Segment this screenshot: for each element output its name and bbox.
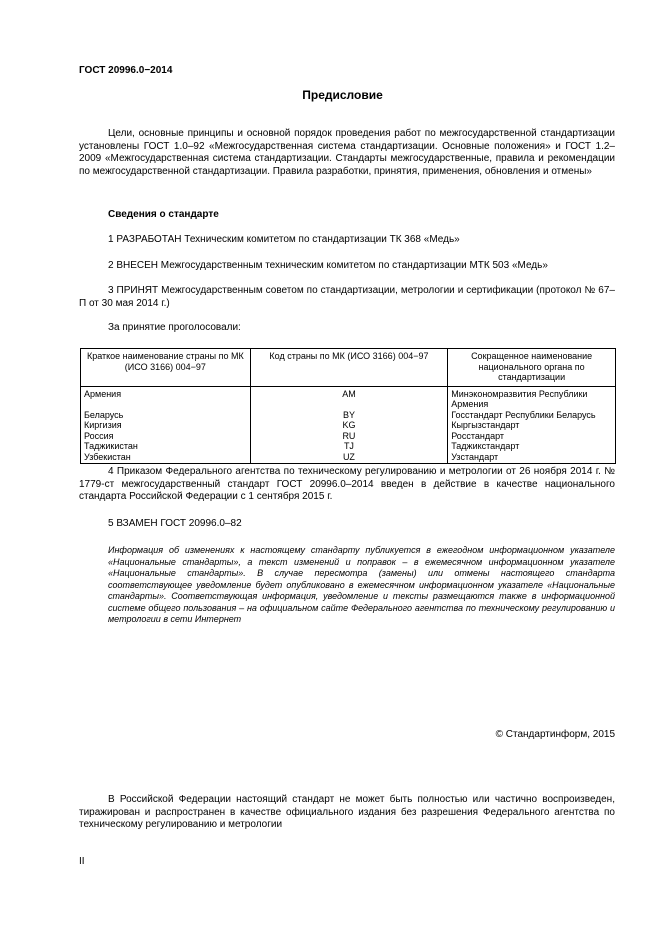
national-body: Кыргызстандарт xyxy=(448,420,616,431)
info-item-2: 2 ВНЕСЕН Межгосударственным техническим комитетом по стандартизации МТК 503 «Медь» xyxy=(108,260,548,271)
header-country-name: Краткое наименование страны по МК (ИСО 3166) 004−97 xyxy=(81,349,251,387)
country-name: Беларусь xyxy=(81,410,251,421)
national-body: Узстандарт xyxy=(448,452,616,464)
country-code: AM xyxy=(250,386,448,410)
national-body: Минэкономразвития Республики Армения xyxy=(448,386,616,410)
info-item-5: 5 ВЗАМЕН ГОСТ 20996.0–82 xyxy=(108,518,242,529)
country-code: UZ xyxy=(250,452,448,464)
info-item-3: 3 ПРИНЯТ Межгосударственным советом по стандартизации, метрологии и сертификации (протокол № 67–П от 30 мая 2014 г.) xyxy=(79,285,615,309)
preface-title: Предисловие xyxy=(302,88,383,102)
info-item-1: 1 РАЗРАБОТАН Техническим комитетом по стандартизации ТК 368 «Медь» xyxy=(108,234,460,245)
page-number: II xyxy=(79,856,85,867)
changes-notice: Информация об изменениях к настоящему стандарту публикуется в ежегодном информационном указателе «Национальные стандарты», а текст изменений и поправок – в ежемесячном информационном указателе «Национальные стандарты». В случае пересмотра (замены) или отмены настоящего стандарта соответствующее уведомление будет опубликовано в ежемесячном информационном указателе «Национальные стандарты». Соответствующая информация, уведомление и тексты размещаются также в информационной системе общего пользования – на официальном сайте Федерального агентства по техническому регулированию и метрологии в сети Интернет xyxy=(108,545,615,624)
country-name: Киргизия xyxy=(81,420,251,431)
header-national-body: Сокращенное наименование национального органа по стандартизации xyxy=(448,349,616,387)
table-row xyxy=(81,410,616,421)
country-name: Армения xyxy=(81,386,251,410)
header-country-code: Код страны по МК (ИСО 3166) 004−97 xyxy=(250,349,448,387)
national-body: Госстандарт Республики Беларусь xyxy=(448,410,616,421)
info-item-4: 4 Приказом Федерального агентства по техническому регулированию и метрологии от 26 ноября 2014 г. № 1779-ст межгосударственный стандарт ГОСТ 20996.0–2014 введен в действие в качестве национального стандарта Российской Федерации с 1 сентября 2015 г. xyxy=(79,466,615,503)
copyright: © Стандартинформ, 2015 xyxy=(495,729,615,740)
table-row xyxy=(81,431,616,442)
country-name: Таджикистан xyxy=(81,441,251,452)
national-body: Росстандарт xyxy=(448,431,616,442)
country-name: Узбекистан xyxy=(81,452,251,464)
rights-notice: В Российской Федерации настоящий стандарт не может быть полностью или частично воспроизведен, тиражирован и распространен в качестве официального издания без разрешения Федерального агентства по техническому регулированию и метрологии xyxy=(79,794,615,831)
country-name: Россия xyxy=(81,431,251,442)
country-code: BY xyxy=(250,410,448,421)
standard-info-heading: Сведения о стандарте xyxy=(108,209,219,220)
voting-table xyxy=(80,348,616,464)
document-code: ГОСТ 20996.0−2014 xyxy=(79,65,173,76)
table-row xyxy=(81,420,616,431)
table-row xyxy=(81,386,616,410)
country-code: TJ xyxy=(250,441,448,452)
country-code: RU xyxy=(250,431,448,442)
voted-label: За принятие проголосовали: xyxy=(108,322,241,333)
national-body: Таджикстандарт xyxy=(448,441,616,452)
table-header-row xyxy=(81,349,616,387)
country-code: KG xyxy=(250,420,448,431)
preface-intro: Цели, основные принципы и основной порядок проведения работ по межгосударственной стандартизации установлены ГОСТ 1.0–92 «Межгосударственная система стандартизации. Основные положения» и ГОСТ 1.2–2009 «Межгосударственная система стандартизации. Стандарты межгосударственные, правила и рекомендации по межгосударственной стандартизации. Правила разработки, принятия, применения, обновления и отмены» xyxy=(79,128,615,177)
table-row xyxy=(81,452,616,464)
table-row xyxy=(81,441,616,452)
